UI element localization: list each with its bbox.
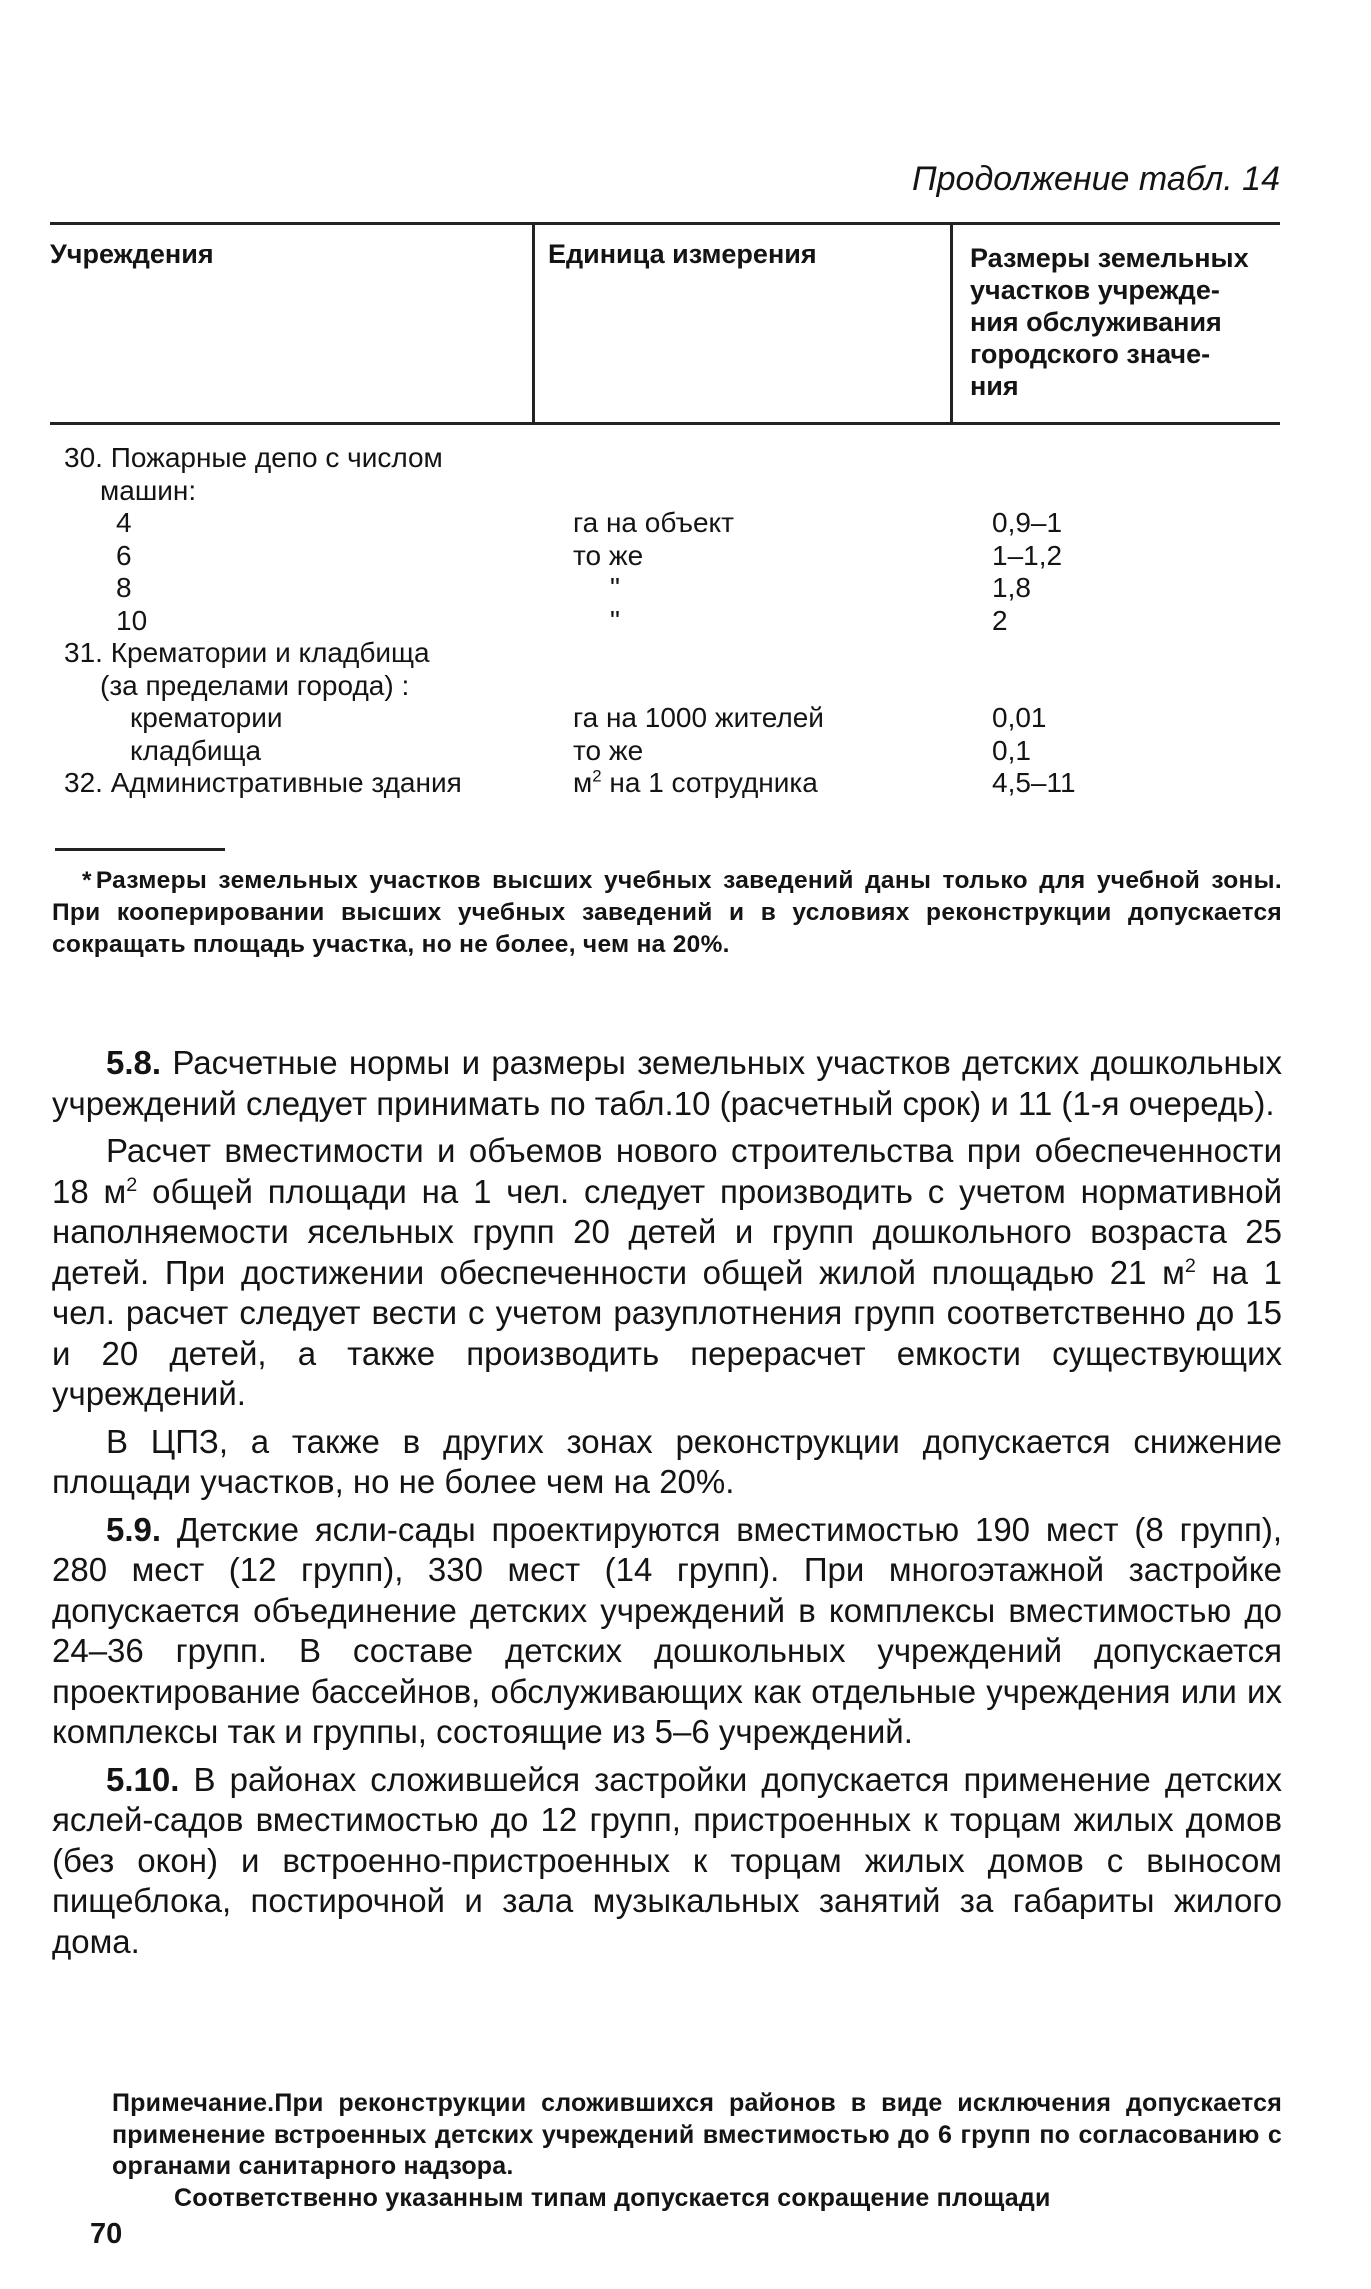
- unit-superscript: 2: [592, 766, 602, 786]
- row-name: 8: [116, 572, 132, 603]
- row-unit: га на объект: [573, 507, 734, 538]
- row-value: 2: [992, 604, 1008, 636]
- header-unit: Единица измерения: [548, 239, 817, 269]
- row-name: машин:: [100, 474, 197, 506]
- row-value: 1,8: [992, 572, 1031, 603]
- row-unit: ": [610, 604, 620, 636]
- note-label: Примечание.: [112, 2089, 275, 2117]
- paragraph-5-8: [52, 1043, 1282, 1124]
- table-header-rule: [50, 422, 1280, 425]
- header-institutions: Учреждения: [50, 239, 214, 269]
- row-name: (за пределами города) :: [100, 669, 410, 701]
- page-number: 70: [90, 2218, 123, 2250]
- row-name: кладбища: [130, 734, 262, 766]
- paragraph-5-9: [52, 1510, 1282, 1753]
- table-row: [50, 442, 1280, 475]
- table-row: [50, 670, 1280, 703]
- paragraph-text: на 1 чел. расчет следует вести с учетом разуплотнения групп соответственно до 15 и 20 детей, а также производить перерасчет емкости существующих учреждений.: [52, 1253, 1282, 1412]
- header-size-line: городского значе-: [970, 339, 1211, 369]
- row-name: 4: [116, 507, 132, 538]
- note-continuation: Соответственно указанным типам допускается сокращение площади: [174, 2183, 1051, 2212]
- paragraph-text: В районах сложившейся застройки допускается применение детских яслей-садов вместимостью до 12 групп, пристроенных к торцам жилых домов (без окон) и встроенно-пристроенных к торцам жилых домов с выносом пищеблока, постирочной и зала музыкальных занятий за габариты жилого дома.: [52, 1760, 1282, 1960]
- row-unit: то же: [573, 734, 644, 766]
- note: [112, 2088, 1282, 2214]
- table-14-continuation: [50, 222, 1280, 872]
- header-size-line: ния обслуживания: [970, 307, 1222, 337]
- paragraph-5-10: [52, 1760, 1282, 1963]
- table-col-divider-2: [950, 222, 953, 422]
- paragraph-capacity: [52, 1131, 1282, 1415]
- row-name: 32. Административные здания: [64, 767, 462, 798]
- row-name: 31. Крематории и кладбища: [64, 637, 430, 668]
- table-top-rule: [50, 222, 1280, 225]
- row-unit: то же: [573, 539, 644, 571]
- clause-number: 5.10.: [106, 1760, 180, 1798]
- footnote-rule: [55, 848, 225, 851]
- body-text: [52, 1043, 1282, 1969]
- paragraph-text: общей площади на 1 чел. следует производить с учетом нормативной наполняемости ясельных групп 20 детей и групп дошкольного возраста 25 детей. При достижении обеспеченности общей жилой площадью 21 м: [52, 1172, 1282, 1291]
- table-row: [50, 572, 1280, 605]
- table-row: [50, 540, 1280, 573]
- table-body: [50, 442, 1280, 800]
- superscript: 2: [126, 1173, 138, 1196]
- footnote-text: Размеры земельных участков высших учебных заведений даны только для учебной зоны. При кооперировании высших учебных заведений и в условиях реконструкции допускается сокращать площадь участка, но не более, чем на 20%.: [52, 867, 1282, 958]
- footnote: [52, 865, 1282, 961]
- clause-number: 5.8.: [106, 1044, 162, 1081]
- row-value: 0,1: [992, 734, 1031, 766]
- clause-number: 5.9.: [106, 1510, 162, 1548]
- superscript: 2: [1184, 1254, 1196, 1277]
- table-row: [50, 735, 1280, 768]
- note-text: При реконструкции сложившихся районов в виде исключения допускается применение встроенных детских учреждений вместимостью до 6 групп по согласованию с органами санитарного надзора.: [112, 2089, 1282, 2180]
- row-name: 10: [116, 604, 148, 636]
- row-unit: га на 1000 жителей: [573, 702, 824, 733]
- table-row: [50, 637, 1280, 670]
- table-caption: Продолжение табл. 14: [912, 160, 1280, 198]
- table-row: [50, 475, 1280, 508]
- paragraph-text: Детские ясли-сады проектируются вместимостью 190 мест (8 групп), 280 мест (12 групп), 330 мест (14 групп). При многоэтажной застройке допускается объединение детских учреждений в комплексы вместимостью до 24–36 групп. В составе детских дошкольных учреждений допускается проектирование бассейнов, обслуживающих как отдельные учреждения или их комплексы так и группы, состоящие из 5–6 учреждений.: [52, 1510, 1282, 1750]
- row-unit: [573, 767, 818, 800]
- row-name: 6: [116, 539, 132, 571]
- header-size-line: Размеры земельных: [970, 243, 1249, 273]
- table-row: [50, 702, 1280, 735]
- note-first: [112, 2088, 1282, 2183]
- row-value: 4,5–11: [992, 767, 1076, 798]
- header-size: [970, 242, 1280, 402]
- header-size-line: участков учрежде-: [970, 275, 1220, 305]
- row-value: 0,01: [992, 702, 1047, 733]
- table-row: [50, 605, 1280, 638]
- header-size-line: ния: [970, 371, 1019, 401]
- row-value: 1–1,2: [992, 539, 1063, 571]
- footnote-marker: *: [82, 867, 92, 894]
- paragraph-cpz: В ЦПЗ, а также в других зонах реконструкции допускается снижение площади участков, но не более чем на 20%.: [52, 1422, 1282, 1500]
- table-row: [50, 507, 1280, 540]
- row-unit: ": [610, 572, 620, 603]
- unit-symbol: м: [573, 767, 593, 798]
- table-col-divider-1: [532, 222, 535, 422]
- table-row: [50, 767, 1280, 800]
- row-name: 30. Пожарные депо с числом: [64, 442, 443, 473]
- unit-suffix: на 1 сотрудника: [601, 767, 818, 798]
- paragraph-text: Расчетные нормы и размеры земельных участков детских дошкольных учреждений следует принимать по табл.10 (расчетный срок) и 11 (1-я очередь).: [52, 1044, 1282, 1122]
- row-name: крематории: [130, 702, 283, 733]
- paragraph-text: Расчет вместимости и объемов нового строительства при обеспеченности 18 м: [52, 1132, 1282, 1210]
- row-value: 0,9–1: [992, 507, 1063, 538]
